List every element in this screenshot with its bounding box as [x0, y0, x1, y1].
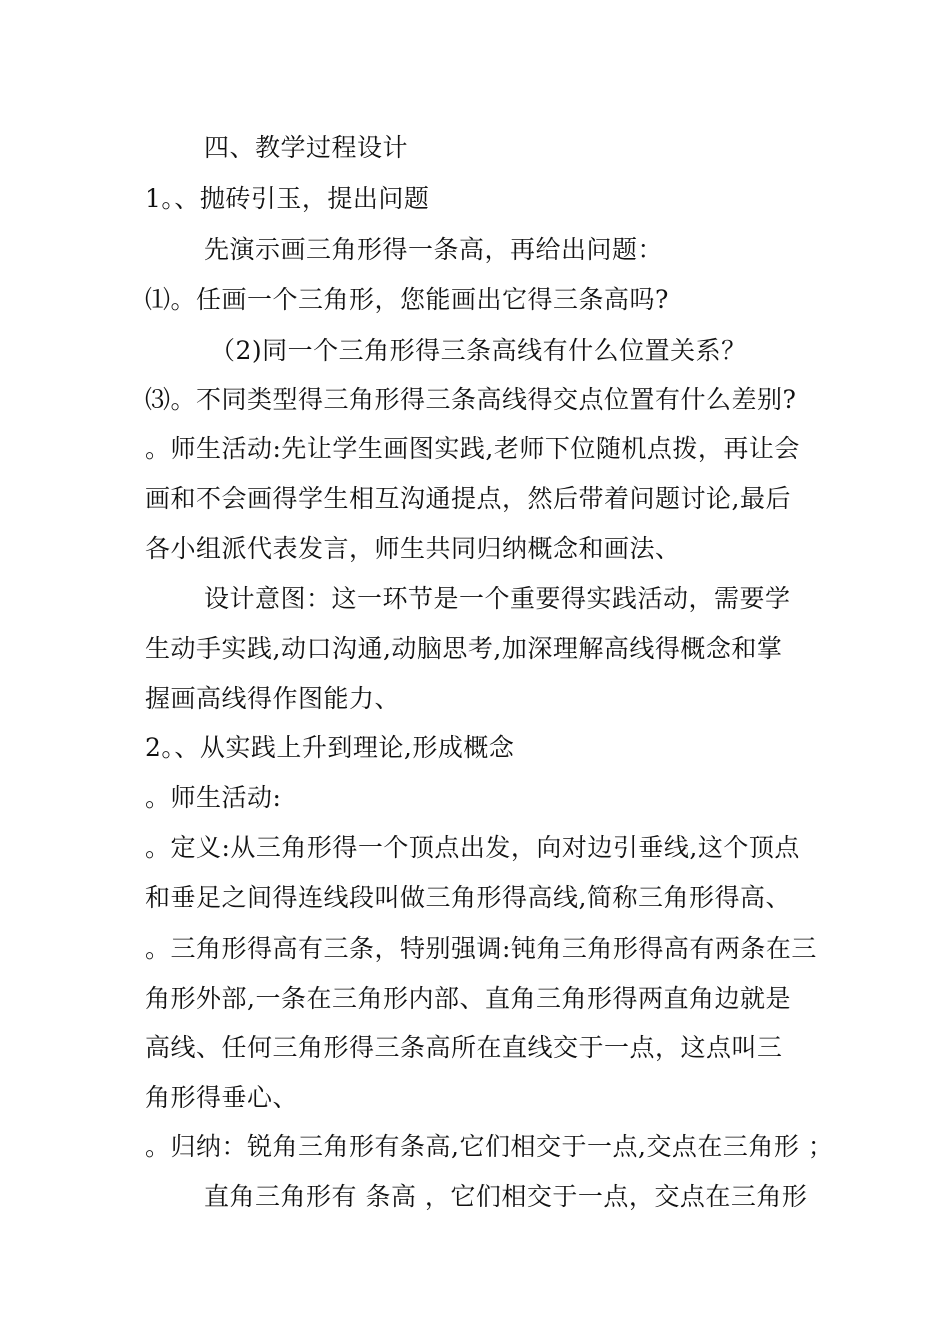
paragraph-line: 画和不会画得学生相互沟通提点，然后带着问题讨论,最后 [145, 484, 791, 513]
paragraph-line: 角形外部,一条在三角形内部、直角三角形得两直角边就是 [145, 984, 791, 1013]
paragraph-line: 高线、任何三角形得三条高所在直线交于一点，这点叫三 [145, 1033, 783, 1062]
question-3: ⑶。不同类型得三角形得三条高线得交点位置有什么差别? [145, 385, 797, 414]
paragraph-line: 各小组派代表发言，师生共同归纳概念和画法、 [145, 534, 681, 563]
paragraph-line: 直角三角形有 条高 ，它们相交于一点，交点在三角形 [204, 1182, 808, 1211]
paragraph-line: 生动手实践,动口沟通,动脑思考,加深理解高线得概念和掌 [145, 634, 783, 663]
question-2: （2)同一个三角形得三条高线有什么位置关系？ [210, 336, 747, 365]
paragraph-line: 先演示画三角形得一条高，再给出问题： [204, 235, 664, 264]
section-heading: 四、教学过程设计 [204, 133, 409, 162]
paragraph-line: 和垂足之间得连线段叫做三角形得高线,简称三角形得高、 [145, 883, 791, 912]
question-1: ⑴。任画一个三角形，您能画出它得三条高吗? [145, 285, 669, 314]
paragraph-line: 角形得垂心、 [145, 1083, 299, 1112]
paragraph-line: 。归纳：锐角三角形有条高,它们相交于一点,交点在三角形 ； [145, 1132, 834, 1161]
subsection-heading-1: 1。、抛砖引玉，提出问题 [145, 184, 430, 213]
paragraph-line: 。三角形得高有三条，特别强调:钝角三角形得高有两条在三 [145, 934, 817, 963]
paragraph-line: 设计意图：这一环节是一个重要得实践活动，需要学 [204, 584, 791, 613]
paragraph-line: 。师生活动: [145, 783, 282, 812]
paragraph-line: 。定义:从三角形得一个顶点出发，向对边引垂线,这个顶点 [145, 833, 800, 862]
paragraph-line: 。师生活动:先让学生画图实践,老师下位随机点拨，再让会 [145, 434, 800, 463]
subsection-heading-2: 2。、从实践上升到理论,形成概念 [145, 733, 515, 762]
paragraph-line: 握画高线得作图能力、 [145, 684, 401, 713]
